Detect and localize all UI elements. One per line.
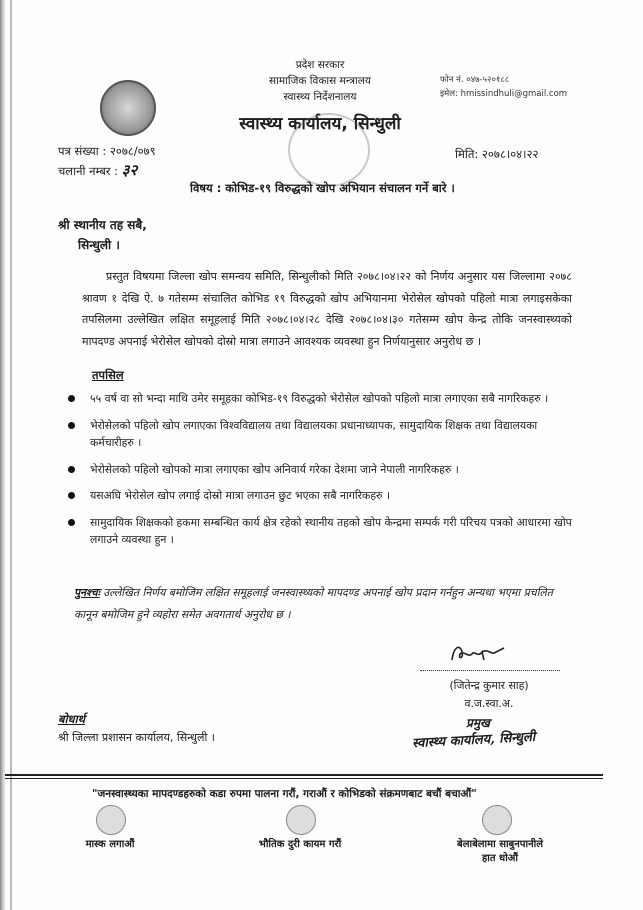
list-item: भेरोसेलको पहिलो खोप लगाएका विश्वविद्यालय तथा विद्यालयका प्रधानाध्यापक, सामुदायिक शिक्षक तथा विद्यालयका कर्मचारीहरु । [68,417,573,452]
footer-rule-thin [5,778,603,779]
signatory-designation: व.ज.स्वा.अ. [464,697,514,710]
bullet [68,519,75,526]
stamp-office: स्वास्थ्य कार्यालय, सिन्धुली [411,729,536,752]
beneficiary-list [68,390,573,558]
header-gov: प्रदेश सरकार [295,59,345,71]
postscript-text: उल्लेखित निर्णय बमोजिम लक्षित समूहलाई जनस्वास्थ्यको मापदण्ड अपनाई खोप प्रदान गर्नहुन अन्यथा भएमा प्रचलित कानून बमोजिम हुने व्यहोरा समेत अवगतार्थ अनुरोध छ । [74,586,553,621]
footer-slogan: "जनस्वास्थ्यका मापदण्डहरुको कडा रुपमा पालना गरौं, गराऔं र कोभिडको संक्रमणबाट बचौं बचाऔं" [92,788,477,800]
header-directorate: स्वास्थ्य निर्देशनालय [283,91,357,103]
dispatch-value: ३२ [121,161,138,179]
dispatch-label: चलानी नम्बर : [58,164,119,178]
footer-mask-label: मास्क लगाऔं [85,839,135,850]
footer-handwash-label-1: बेलाबेलामा साबुनपानीले [456,839,543,850]
signature-line [420,670,560,671]
postscript [74,582,574,625]
handwash-icon [482,805,512,835]
stamp-title: प्रमुख [466,716,490,730]
government-emblem [100,80,156,136]
letter-number: पत्र संख्या : २०७८/०७९ [58,144,156,158]
list-item: भेरोसेलको पहिलो खोपको मात्रा लगाएका खोप अनिवार्य गरेका देशमा जाने नेपाली नागरिकहरु । [68,461,573,479]
dispatch-number [58,160,137,180]
footer-handwash-label-2: हात धोऔं [481,853,519,864]
header-ministry: सामाजिक विकास मन्त्रालय [269,75,371,87]
recipient-line1: श्री स्थानीय तह सबै, [58,218,147,232]
handwritten-signature [448,640,508,666]
bullet [68,466,75,473]
list-heading: तपसिल [92,368,124,382]
header-office: स्वास्थ्य कार्यालय, सिन्धुली [239,114,401,134]
letter-body: प्रस्तुत विषयमा जिल्ला खोप समन्वय समिति, सिन्धुलीको मिति २०७८।०४।२२ को निर्णय अनुसार यस जिल्लामा २०७८ श्रावण १ देखि ऐ. ७ गतेसम्म संचालित कोभिड १९ विरुद्धको खोप अभियानमा भेरोसेल खोपको पहिलो मात्रा लगाइसकेका तपसिलमा उल्लेखित लक्षित समूहलाई मिति २०७८।०४।२८ देखि २०७८।०४।३० गतेसम्म खोप केन्द्र तोकि जनस्वास्थ्यको मापदण्ड अपनाई भेरोसेल खोपको दोस्रो मात्रा लगाउने आवश्यक व्यवस्था हुन निर्णयानुसार अनुरोध छ । [82,270,572,348]
bullet [68,395,75,402]
recipient-line2: सिन्धुली । [78,238,120,252]
list-item: सामुदायिक शिक्षकको हकमा सम्बन्धित कार्य क्षेत्र रहेको स्थानीय तहको खोप केन्द्रमा सम्पर्क गरी परिचय पत्रको आधारमा खोप लगाउने व्यवस्था हुन । [68,514,573,549]
mask-icon [96,805,126,835]
signatory-name: (जितेन्द्र कुमार साह) [449,679,529,692]
bullet [68,492,75,499]
header-phone: फोन नं. ०४७-५२०१८८ [440,75,510,85]
list-item: ५५ वर्ष वा सो भन्दा माथि उमेर समूहका कोभिड-१९ विरुद्धको भेरोसेल खोपको पहिलो मात्रा लगाएका सबै नागरिकहरु । [68,390,573,408]
footer-rule [5,774,603,776]
list-item: यसअघि भेरोसेल खोप लगाई दोस्रो मात्रा लगाउन छुट भएका सबै नागरिकहरु । [68,487,573,505]
footer-distance-label: भौतिक दुरी कायम गरौं [258,839,342,850]
office-seal [288,113,370,187]
cc-label: बोधार्थ [58,712,85,726]
letter-date: मिति: २०७८।०४।२२ [455,147,539,161]
postscript-label: पुनश्चः [74,586,100,599]
cc-recipient: श्री जिल्ला प्रशासन कार्यालय, सिन्धुली । [58,731,215,744]
distance-icon [286,805,316,835]
bullet [68,422,75,429]
header-email: इमेल: hmissindhuli@gmail.com [440,89,568,99]
letter-subject: विषय : कोभिड-१९ विरुद्धको खोप अभियान संचालन गर्ने बारे । [190,181,455,195]
